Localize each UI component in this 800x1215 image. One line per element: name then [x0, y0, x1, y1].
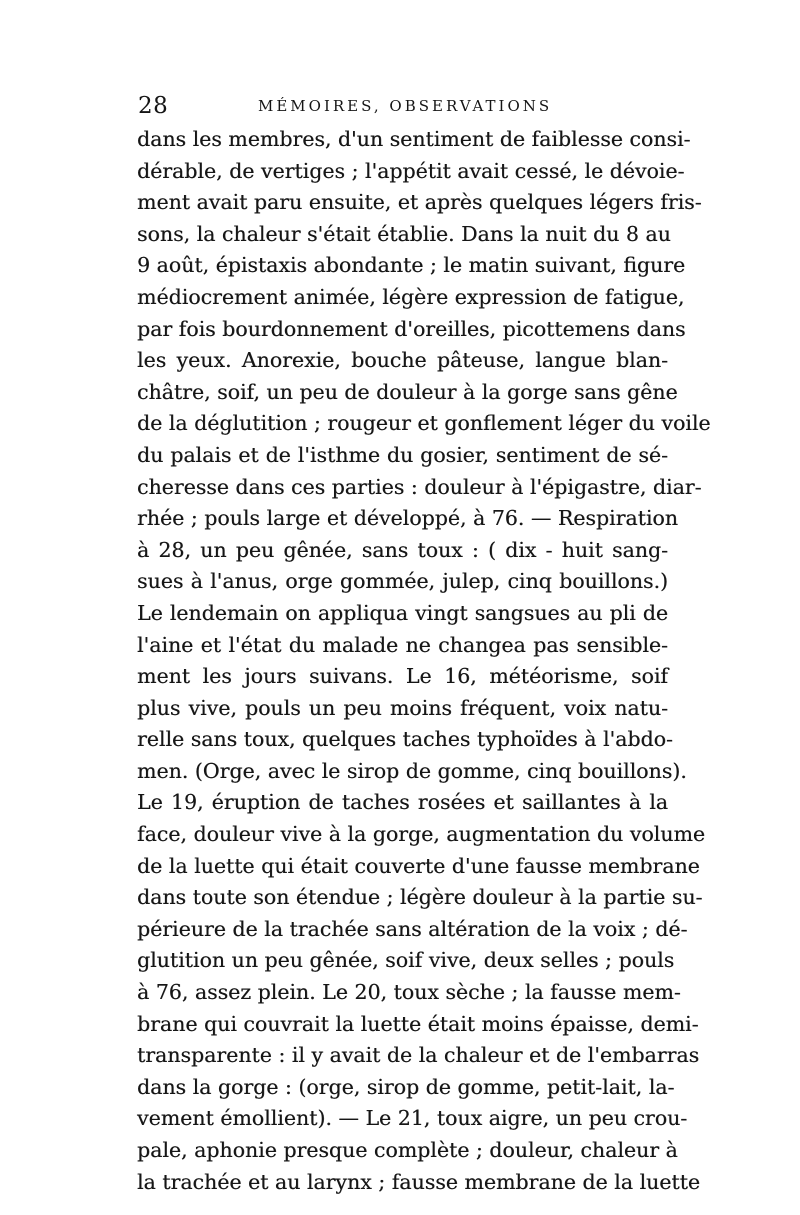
- text-line: dans toute son étendue ; légère douleur à la partie su-: [137, 885, 703, 910]
- text-line: de la luette qui était couverte d'une fausse membrane: [137, 853, 700, 878]
- running-title: MÉMOIRES, OBSERVATIONS: [258, 97, 553, 115]
- text-line: ment les jours suivans. Le 16, météorisme, soif: [137, 664, 668, 689]
- text-line: 9 août, épistaxis abondante ; le matin suivant, figure: [137, 253, 686, 278]
- body-text: [137, 124, 711, 1198]
- text-line: les yeux. Anorexie, bouche pâteuse, langue blan-: [137, 348, 668, 373]
- text-line: plus vive, pouls un peu moins fréquent, voix natu-: [137, 695, 668, 720]
- text-line: périeure de la trachée sans altération de la voix ; dé-: [137, 916, 688, 941]
- page-header: [138, 93, 668, 123]
- text-line: dans les membres, d'un sentiment de faiblesse consi-: [137, 127, 691, 151]
- text-line: sons, la chaleur s'était établie. Dans la nuit du 8 au: [137, 221, 671, 246]
- text-line: ment avait paru ensuite, et après quelques légers fris-: [137, 190, 702, 215]
- page-number: 28: [138, 93, 169, 119]
- text-line: la trachée et au larynx ; fausse membrane de la luette: [137, 1169, 700, 1194]
- text-line: sues à l'anus, orge gommée, julep, cinq bouillons.): [137, 569, 668, 594]
- text-line: dans la gorge : (orge, sirop de gomme, petit-lait, la-: [137, 1074, 675, 1099]
- text-line: vement émollient). — Le 21, toux aigre, un peu crou-: [137, 1106, 688, 1131]
- text-line: relle sans toux, quelques taches typhoïdes à l'abdo-: [137, 727, 673, 752]
- text-line: Le lendemain on appliqua vingt sangsues au pli de: [137, 600, 668, 625]
- text-line: pale, aphonie presque complète ; douleur, chaleur à: [137, 1138, 678, 1162]
- text-line: châtre, soif, un peu de douleur à la gorge sans gêne: [137, 379, 678, 404]
- text-line: men. (Orge, avec le sirop de gomme, cinq bouillons).: [137, 758, 687, 783]
- text-line: face, douleur vive à la gorge, augmentation du volume: [137, 822, 706, 847]
- text-line: dérable, de vertiges ; l'appétit avait cessé, le dévoie-: [137, 158, 685, 183]
- text-line: médiocrement animée, légère expression de fatigue,: [137, 284, 685, 309]
- text-line: rhée ; pouls large et développé, à 76. — Respiration: [137, 506, 678, 531]
- text-line: à 76, assez plein. Le 20, toux sèche ; la fausse mem-: [137, 980, 681, 1005]
- text-line: du palais et de l'isthme du gosier, sentiment de sé-: [137, 442, 668, 467]
- text-line: transparente : il y avait de la chaleur et de l'embarras: [137, 1043, 700, 1068]
- text-line: par fois bourdonnement d'oreilles, picottemens dans: [137, 316, 686, 341]
- text-line: Le 19, éruption de taches rosées et saillantes à la: [137, 790, 668, 815]
- text-line: l'aine et l'état du malade ne changea pas sensible-: [137, 632, 668, 657]
- text-line: brane qui couvrait la luette était moins épaisse, demi-: [137, 1011, 699, 1036]
- text-line: cheresse dans ces parties : douleur à l'épigastre, diar-: [137, 474, 702, 499]
- text-line: glutition un peu gênée, soif vive, deux selles ; pouls: [137, 948, 675, 973]
- text-line: de la déglutition ; rougeur et gonflement léger du voile: [137, 411, 711, 436]
- text-line: à 28, un peu gênée, sans toux : ( dix - huit sang-: [137, 537, 668, 562]
